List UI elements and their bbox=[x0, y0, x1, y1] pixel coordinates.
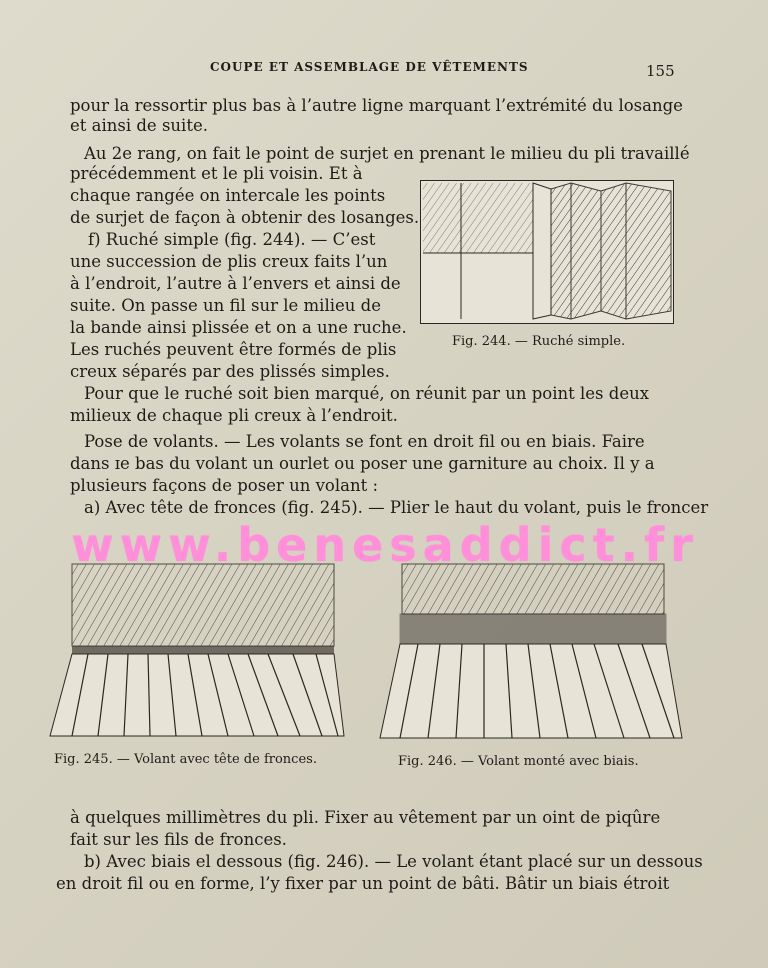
figure-245-volant-tete-fronces bbox=[48, 560, 346, 742]
figure-245-caption: Fig. 245. — Volant avec tête de fronces. bbox=[54, 752, 317, 767]
text-line: Les ruchés peuvent être formés de plis bbox=[70, 340, 397, 359]
figure-246-caption: Fig. 246. — Volant monté avec biais. bbox=[398, 754, 639, 769]
watermark: www.benesaddict.fr bbox=[71, 518, 699, 572]
figure-246-volant-biais bbox=[378, 560, 684, 744]
text-line: précédemment et le pli voisin. Et à bbox=[70, 164, 363, 183]
text-line: fait sur les fils de fronces. bbox=[70, 830, 287, 849]
text-line: de surjet de façon à obtenir des losanges. bbox=[70, 208, 420, 227]
text-line: une succession de plis creux faits l’un bbox=[70, 252, 388, 271]
text-line: creux séparés par des plissés simples. bbox=[70, 362, 390, 381]
text-line: à quelques millimètres du pli. Fixer au vêtement par un oint de piqûre bbox=[70, 808, 661, 827]
text-line: suite. On passe un fil sur le milieu de bbox=[70, 296, 381, 315]
text-line: b) Avec biais el dessous (fig. 246). — Le volant étant placé sur un dessous bbox=[84, 852, 703, 871]
text-line: et ainsi de suite. bbox=[70, 116, 208, 135]
text-line: chaque rangée on intercale les points bbox=[70, 186, 386, 205]
text-line: en droit fil ou en forme, l’y fixer par un point de bâti. Bâtir un biais étroit bbox=[56, 874, 670, 893]
text-line: Au 2e rang, on fait le point de surjet en prenant le milieu du pli travaillé bbox=[84, 144, 690, 163]
text-line: Pour que le ruché soit bien marqué, on réunit par un point les deux bbox=[84, 384, 650, 403]
figure-244-ruche-simple bbox=[420, 180, 674, 324]
text-line: f) Ruché simple (fig. 244). — C’est bbox=[88, 230, 376, 249]
text-line: la bande ainsi plissée et on a une ruche. bbox=[70, 318, 407, 337]
figure-244-caption: Fig. 244. — Ruché simple. bbox=[452, 334, 626, 349]
text-line: milieux de chaque pli creux à l’endroit. bbox=[70, 406, 398, 425]
text-line: a) Avec tête de fronces (fig. 245). — Plier le haut du volant, puis le froncer bbox=[84, 498, 709, 517]
text-line: plusieurs façons de poser un volant : bbox=[70, 476, 379, 495]
page-number: 155 bbox=[646, 62, 675, 80]
text-line: dans ɪe bas du volant un ourlet ou poser une garniture au choix. Il y a bbox=[70, 454, 655, 473]
text-line: Pose de volants. — Les volants se font en droit fil ou en biais. Faire bbox=[84, 432, 645, 451]
running-title: COUPE ET ASSEMBLAGE DE VÊTEMENTS bbox=[210, 60, 529, 74]
text-line: à l’endroit, l’autre à l’envers et ainsi de bbox=[70, 274, 401, 293]
text-line: pour la ressortir plus bas à l’autre ligne marquant l’extrémité du losange bbox=[70, 96, 683, 115]
